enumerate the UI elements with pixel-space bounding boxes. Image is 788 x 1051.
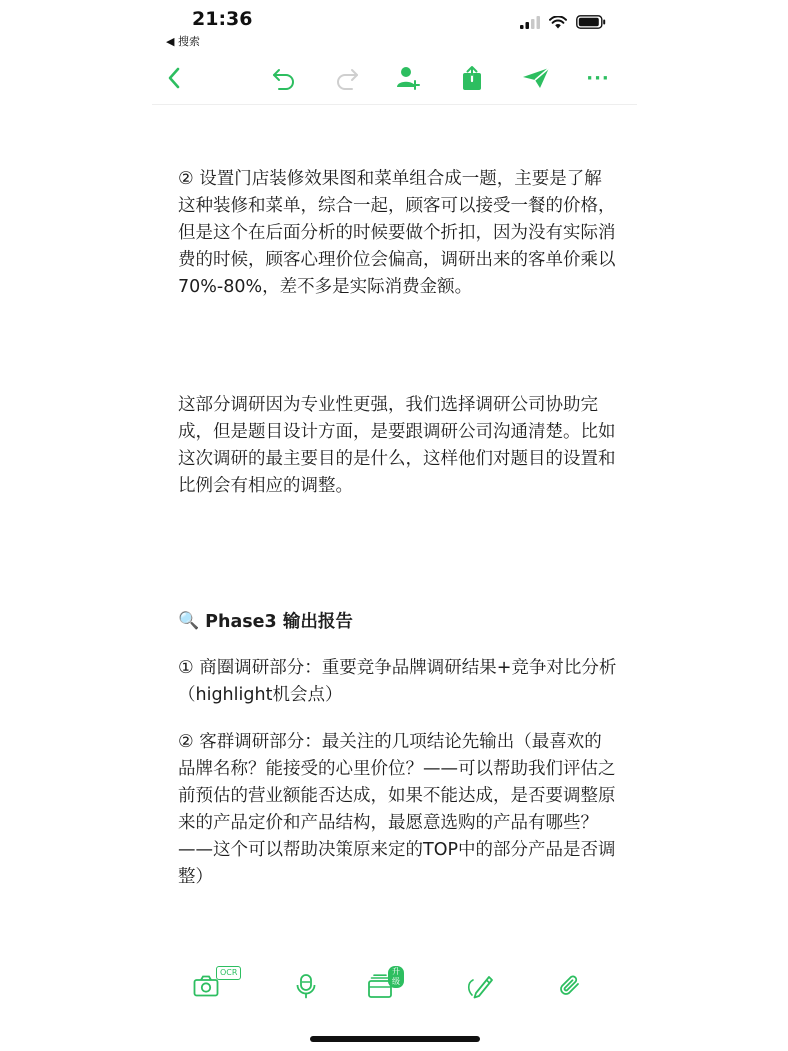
- home-indicator: [310, 1036, 480, 1042]
- ocr-badge: OCR: [216, 966, 241, 980]
- microphone-icon: [295, 973, 317, 999]
- signal-icon: [520, 16, 540, 29]
- camera-icon: [193, 975, 219, 997]
- undo-button[interactable]: [270, 64, 298, 92]
- redo-button[interactable]: [333, 64, 361, 92]
- magnifier-icon: 🔍: [178, 610, 200, 631]
- handwriting-button[interactable]: [464, 970, 496, 1002]
- status-time: 21:36: [192, 8, 253, 30]
- audio-record-button[interactable]: [290, 970, 322, 1002]
- send-button[interactable]: [522, 64, 550, 92]
- section-heading-text: Phase3 输出报告: [205, 612, 353, 632]
- add-collaborator-button[interactable]: [394, 64, 422, 92]
- status-icons: [520, 15, 606, 29]
- paperclip-icon: [557, 973, 583, 999]
- paragraph-trade-area: ① 商圈调研部分：重要竞争品牌调研结果+竞争对比分析（highlight机会点）: [178, 658, 617, 705]
- upgrade-badge: 升级: [388, 966, 404, 988]
- toolbar-divider: [152, 104, 637, 105]
- battery-icon: [576, 15, 606, 29]
- status-bar: [0, 0, 788, 48]
- chevron-left-icon: [166, 66, 182, 90]
- redo-icon: [334, 66, 360, 90]
- paragraph-research-company: 这部分调研因为专业性更强，我们选择调研公司协助完成，但是题目设计方面，是要跟调研公司沟通清楚。比如这次调研的最主要目的是什么，这样他们对题目的设置和比例会有相应的调整。: [178, 395, 616, 496]
- more-icon: ···: [586, 67, 610, 89]
- note-toolbar: [152, 56, 637, 100]
- send-icon: [522, 66, 550, 90]
- add-user-icon: [395, 65, 421, 91]
- paragraph-customer-group: ② 客群调研部分：最关注的几项结论先输出（最喜欢的品牌名称？能接受的心里价位？——可以帮助我们评估之前预估的营业额能否达成，如果不能达成，是否要调整原来的产品定价和产品结构，最愿意选购的产品有哪些？——这个可以帮助决策原来定的TOP中的部分产品是否调整）: [178, 732, 616, 887]
- wifi-icon: [549, 16, 567, 29]
- back-to-search-link[interactable]: ◀ 搜索: [166, 35, 200, 48]
- share-icon: [461, 65, 483, 91]
- camera-ocr-button[interactable]: [190, 968, 238, 1002]
- paragraph-survey-pricing: ② 设置门店装修效果图和菜单组合成一题，主要是了解这种装修和菜单，综合一起，顾客可以接受一餐的价格，但是这个在后面分析的时候要做个折扣，因为没有实际消费的时候，顾客心理价位会偏高，调研出来的客单价乘以70%-80%，差不多是实际消费金额。: [178, 169, 616, 297]
- pen-icon: [466, 973, 494, 999]
- section-heading-phase3: [178, 608, 353, 633]
- undo-icon: [271, 66, 297, 90]
- attachment-button[interactable]: [554, 970, 586, 1002]
- bottom-toolbar: [152, 960, 637, 1010]
- more-button[interactable]: [584, 64, 612, 92]
- back-button[interactable]: [160, 64, 188, 92]
- share-button[interactable]: [458, 64, 486, 92]
- template-button[interactable]: [364, 967, 400, 1002]
